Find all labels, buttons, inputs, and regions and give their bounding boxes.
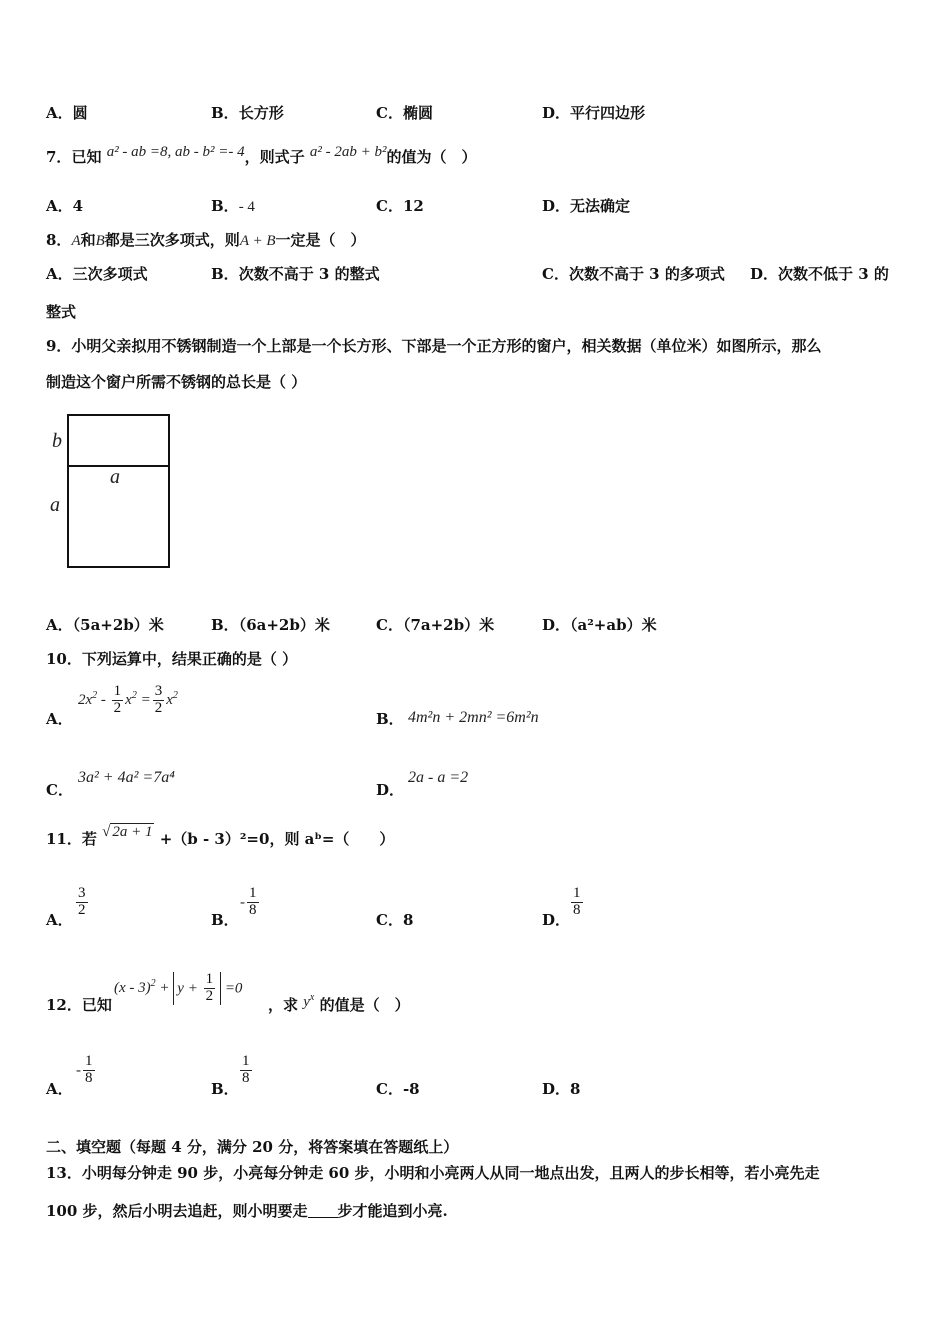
q9-option-b: B．（6a+2b）米 xyxy=(211,616,330,634)
q12-equation: (x - 3)$^2$ + y + $\frac{1}{2}$ =0 xyxy=(114,971,243,1004)
q11-option-a-value: $\frac{3}{2}$ xyxy=(78,885,86,918)
q12-question-tail: ，求 $y^x$ 的值是（ ） xyxy=(268,992,410,1014)
q10-option-d-label: D． xyxy=(376,781,405,799)
q9-question-line1: 9．小明父亲拟用不锈钢制造一个上部是一个长方形、下部是一个正方形的窗户，相关数据（单位米）如图所示，那么 xyxy=(46,337,822,355)
q9-option-a: A．（5a+2b）米 xyxy=(46,616,164,634)
q11-option-c: C．8 xyxy=(376,911,414,929)
q9-option-c: C．（7a+2b）米 xyxy=(376,616,495,634)
q10-option-c-expr: 3a² + 4a² =7a⁴ xyxy=(78,769,175,786)
window-figure xyxy=(46,410,176,575)
q12-question-lead: 12．已知 xyxy=(46,996,112,1014)
section-title-fill-in: 二、填空题（每题 4 分，满分 20 分，将答案填在答题纸上） xyxy=(46,1138,459,1156)
q12-option-d: D．8 xyxy=(542,1080,581,1098)
q7-option-b: B．- 4 xyxy=(211,197,255,215)
q10-option-a-expr: $2x^2$ - $\frac{1}{2}$ $x^2$ = $\frac{3}{2}$ $x^2$ xyxy=(78,683,178,716)
q7-condition: a² - ab =8, ab - b² =- 4 xyxy=(106,144,245,160)
q11-option-d-label: D． xyxy=(542,911,571,929)
q12-option-c: C．-8 xyxy=(376,1080,420,1098)
window-rect-top xyxy=(68,415,169,466)
q13-question-line1: 13．小明每分钟走 90 步，小亮每分钟走 60 步，小明和小亮两人从同一地点出发，且两人的步长相等，若小亮先走 xyxy=(46,1164,820,1182)
figure-label-b: b xyxy=(52,430,62,452)
q7-option-c: C．12 xyxy=(376,197,424,215)
q6-option-b: B．长方形 xyxy=(211,104,284,122)
q6-option-c: C．椭圆 xyxy=(376,104,433,122)
q10-option-c-label: C． xyxy=(46,781,73,799)
q10-option-b-label: B． xyxy=(376,710,404,728)
q8-option-c: C．次数不高于 3 的多项式 xyxy=(542,265,725,283)
q7-option-d: D．无法确定 xyxy=(542,197,631,215)
q8-option-a: A．三次多项式 xyxy=(46,265,148,283)
q10-option-b-expr: 4m²n + 2mn² =6m²n xyxy=(408,709,539,726)
q7-expression: a² - 2ab + b² xyxy=(309,144,387,160)
q10-option-a-label: A． xyxy=(46,710,73,728)
q11-sqrt: √ 2a + 1 xyxy=(102,824,153,840)
q9-option-d: D．（a²+ab）米 xyxy=(542,616,657,634)
figure-label-a-side: a xyxy=(50,494,60,516)
q10-option-d-expr: 2a - a =2 xyxy=(408,769,469,786)
q11-option-a-label: A． xyxy=(46,911,73,929)
q8-question: 8．A和B都是三次多项式，则A + B一定是（ ） xyxy=(46,231,366,249)
q9-question-line2: 制造这个窗户所需不锈钢的总长是（ ） xyxy=(46,373,307,391)
q11-option-d-value: $\frac{1}{8}$ xyxy=(573,885,581,918)
q6-option-d: D．平行四边形 xyxy=(542,104,646,122)
q13-question-line2: 100 步，然后小明去追赶，则小明要走 步才能追到小亮. xyxy=(46,1202,448,1220)
q11-option-b-label: B． xyxy=(211,911,239,929)
q11-question: 11．若 √ 2a + 1 +（b - 3）²=0，则 aᵇ=（ ） xyxy=(46,824,395,848)
q13-answer-blank[interactable] xyxy=(308,1203,338,1218)
q8-option-d-continued: 整式 xyxy=(46,303,77,321)
q10-question: 10．下列运算中，结果正确的是（ ） xyxy=(46,650,298,668)
q12-option-a-value: - $\frac{1}{8}$ xyxy=(76,1053,93,1086)
q12-option-a-label: A． xyxy=(46,1080,73,1098)
q7-option-a: A．4 xyxy=(46,197,84,215)
q6-option-a: A．圆 xyxy=(46,104,88,122)
figure-label-a-inner: a xyxy=(110,466,120,488)
q8-option-d: D．次数不低于 3 的 xyxy=(750,265,889,283)
q11-option-b-value: - $\frac{1}{8}$ xyxy=(240,885,257,918)
q8-option-b: B．次数不高于 3 的整式 xyxy=(211,265,380,283)
q12-option-b-value: $\frac{1}{8}$ xyxy=(242,1053,250,1086)
q12-option-b-label: B． xyxy=(211,1080,239,1098)
q7-question: 7．已知 a² - ab =8, ab - b² =- 4，则式子 a² - 2ab + b²的值为（ ） xyxy=(46,144,477,166)
